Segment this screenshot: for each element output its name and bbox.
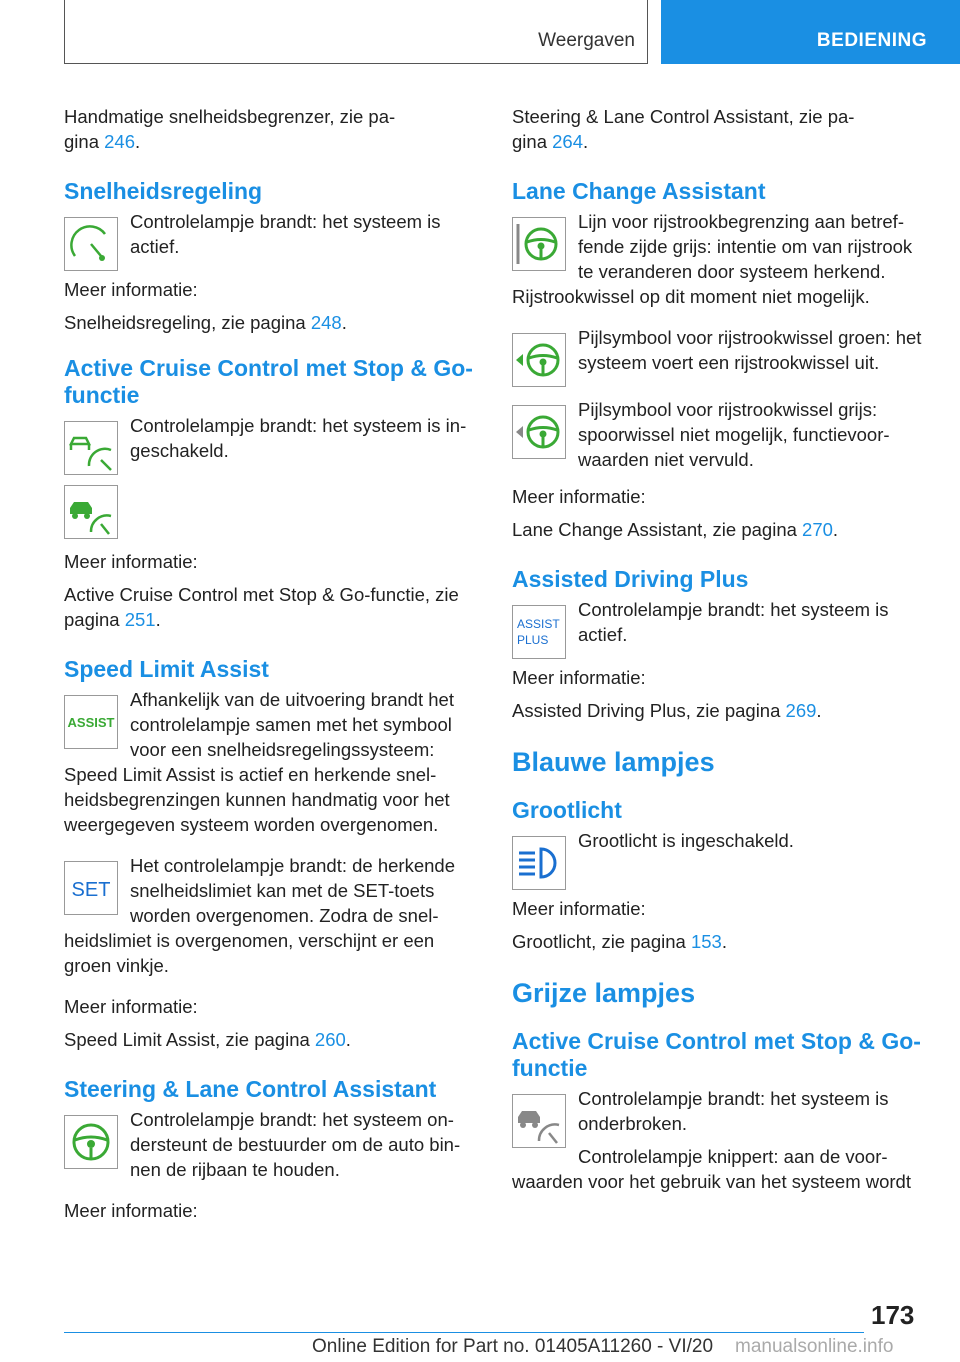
lamp-description: Controlelampje brandt: het systeem is onderbroken. — [578, 1088, 889, 1134]
reference-text: Lane Change Assistant, zie pagina 270. — [512, 519, 839, 540]
lamp-description: Grootlicht is ingeschakeld. — [578, 830, 794, 851]
svg-text:ASSIST: ASSIST — [517, 617, 560, 631]
lamp-description: Lijn voor rijstrookbegrenzing aan betref-fende zijde grijs: intentie om van rijstrook te veranderen door systeem herkend. — [578, 211, 913, 282]
header-chapter-label: BEDIENING — [816, 30, 927, 51]
assist-icon — [64, 695, 118, 749]
acc-car-detected-icon — [64, 485, 118, 539]
footer-divider — [64, 1332, 864, 1333]
footer-edition: Online Edition for Part no. 01405A11260 - VI/20 — [312, 1336, 714, 1357]
lamp-description: Controlelampje brandt: het systeem is actief. — [578, 599, 889, 645]
assist-plus-icon — [512, 605, 566, 659]
lamp-entry — [64, 687, 480, 762]
lamp-description-continued: Speed Limit Assist is actief en herkende snel-heidsbegrenzingen kunnen handmatig voor het weergegeven systeem worden overgenomen. — [64, 764, 450, 835]
more-info-label: Meer informatie: — [64, 996, 198, 1017]
svg-text:ASSIST: ASSIST — [67, 715, 115, 730]
lamp-entry — [512, 1086, 928, 1169]
lamp-description: Afhankelijk van de uitvoering brandt het controlelampje samen met het symbool voor een snelheidsregelingssysteem: — [130, 689, 454, 760]
lamp-description-continued: heidslimiet is overgenomen, verschijnt er een groen vinkje. — [64, 930, 435, 976]
cruise-control-icon — [64, 217, 118, 271]
more-info-label: Meer informatie: — [512, 486, 646, 507]
page-link[interactable]: 260 — [314, 1029, 346, 1050]
steering-wheel-icon — [64, 1115, 118, 1169]
section-title: Speed Limit Assist — [64, 656, 269, 682]
header-section-title: Weergaven — [538, 30, 635, 51]
lamp-entry — [512, 597, 928, 653]
acc-car-icon — [64, 421, 118, 475]
reference-text: Assisted Driving Plus, zie pagina 269. — [512, 700, 822, 721]
intro-text: Steering & Lane Control Assistant, zie pa- gina 264. — [512, 106, 855, 152]
page-link[interactable]: 269 — [785, 700, 817, 721]
reference-text: Grootlicht, zie pagina 153. — [512, 931, 727, 952]
chapter-heading: Grijze lampjes — [512, 978, 696, 1008]
lamp-entry — [512, 209, 928, 284]
lamp-entry — [64, 853, 480, 928]
lamp-description: Het controlelampje brandt: de herkende snelheidslimiet kan met de SET-toets worden overgenomen. Zodra de snel- — [130, 855, 455, 926]
more-info-label: Meer informatie: — [512, 667, 646, 688]
lamp-description: Pijlsymbool voor rijstrookwissel grijs: spoorwissel niet mogelijk, functievoor-waarden niet vervuld. — [578, 399, 890, 470]
lamp-description: Controlelampje brandt: het systeem on-dersteunt de bestuurder om de auto bin-nen de rijbaan te houden. — [130, 1109, 461, 1180]
page-link[interactable]: 153 — [690, 931, 722, 952]
lamp-description-continued: Rijstrookwissel op dit moment niet mogelijk. — [512, 286, 870, 307]
more-info-label: Meer informatie: — [512, 898, 646, 919]
page-link[interactable]: 264 — [552, 131, 583, 152]
right-column — [512, 104, 928, 1194]
lamp-entry — [64, 1107, 480, 1182]
set-icon — [64, 861, 118, 915]
reference-text: Active Cruise Control met Stop & Go-functie, zie pagina 251. — [64, 584, 459, 630]
lane-change-wheel-icon — [512, 217, 566, 271]
lamp-description: Pijlsymbool voor rijstrookwissel groen: het systeem voert een rijstrookwissel uit. — [578, 327, 922, 373]
high-beam-icon — [512, 836, 566, 890]
section-title: Steering & Lane Control Assistant — [64, 1076, 437, 1102]
lamp-entry — [512, 325, 928, 381]
page-link[interactable]: 248 — [310, 312, 342, 333]
lane-change-arrow-green-icon — [512, 333, 566, 387]
lamp-description: Controlelampje brandt: het systeem is actief. — [130, 211, 441, 257]
section-title: Grootlicht — [512, 797, 622, 823]
section-title: Snelheidsregeling — [64, 178, 263, 204]
svg-text:SET: SET — [71, 879, 111, 901]
lamp-description: Controlelampje brandt: het systeem is in-geschakeld. — [130, 415, 467, 461]
intro-text: Handmatige snelheidsbegrenzer, zie pa- gina 246. — [64, 106, 396, 152]
section-title: Assisted Driving Plus — [512, 566, 749, 592]
more-info-label: Meer informatie: — [64, 279, 198, 300]
more-info-label: Meer informatie: — [64, 551, 198, 572]
watermark: manualsonline.info — [735, 1336, 894, 1357]
lamp-entry — [64, 477, 480, 533]
lane-change-arrow-grey-icon — [512, 405, 566, 459]
section-title: Lane Change Assistant — [512, 178, 766, 204]
lamp-entry — [64, 413, 480, 469]
page-link[interactable]: 251 — [124, 609, 156, 630]
lamp-description-continued: waarden voor het gebruik van het systeem wordt — [512, 1171, 911, 1192]
section-title: Active Cruise Control met Stop & Go-functie — [64, 355, 473, 408]
chapter-heading: Blauwe lampjes — [512, 747, 715, 777]
svg-text:PLUS: PLUS — [517, 633, 549, 647]
header-section-box — [64, 0, 648, 64]
lamp-entry — [512, 828, 928, 884]
lamp-entry — [64, 209, 480, 265]
page-link[interactable]: 270 — [802, 519, 833, 540]
section-title: Active Cruise Control met Stop & Go-functie — [512, 1028, 921, 1081]
header-chapter-tab[interactable] — [661, 0, 960, 64]
lamp-entry — [512, 397, 928, 472]
page-number: 173 — [871, 1300, 915, 1330]
reference-text: Snelheidsregeling, zie pagina 248. — [64, 312, 347, 333]
acc-car-grey-icon — [512, 1094, 566, 1148]
reference-text: Speed Limit Assist, zie pagina 260. — [64, 1029, 351, 1050]
left-column — [64, 104, 480, 1223]
more-info-label: Meer informatie: — [64, 1200, 198, 1221]
page-link[interactable]: 246 — [104, 131, 135, 152]
lamp-description: Controlelampje knippert: aan de voor- — [578, 1146, 888, 1167]
